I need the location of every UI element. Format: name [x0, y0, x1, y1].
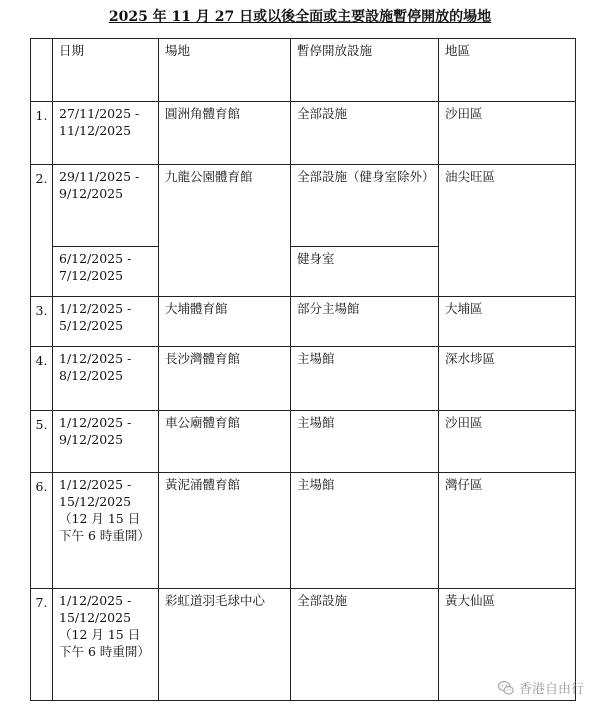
table-row	[31, 411, 576, 473]
header-num	[31, 39, 53, 102]
row-facility: 健身室	[291, 247, 439, 297]
header-row	[31, 39, 576, 102]
row-date: 29/11/2025 - 9/12/2025	[53, 165, 159, 247]
table-row	[31, 347, 576, 411]
row-number: 5.	[31, 411, 53, 473]
header-date: 日期	[53, 39, 159, 102]
row-venue: 大埔體育館	[159, 297, 291, 347]
watermark	[497, 678, 584, 697]
row-venue: 彩虹道羽毛球中心	[159, 589, 291, 701]
row-district: 油尖旺區	[439, 165, 576, 297]
header-facility: 暫停開放設施	[291, 39, 439, 102]
row-number: 6.	[31, 473, 53, 589]
row-date: 1/12/2025 - 15/12/2025 （12 月 15 日下午 6 時重開）	[53, 473, 159, 589]
header-district: 地區	[439, 39, 576, 102]
row-date: 6/12/2025 - 7/12/2025	[53, 247, 159, 297]
row-facility: 主場館	[291, 411, 439, 473]
row-number: 7.	[31, 589, 53, 701]
table-row	[31, 297, 576, 347]
closure-table	[30, 38, 576, 701]
row-district: 大埔區	[439, 297, 576, 347]
header-venue: 場地	[159, 39, 291, 102]
table-row	[31, 102, 576, 165]
row-facility: 全部設施	[291, 102, 439, 165]
table-row	[31, 165, 576, 247]
row-venue: 九龍公園體育館	[159, 165, 291, 297]
row-date: 1/12/2025 - 8/12/2025	[53, 347, 159, 411]
row-district: 深水埗區	[439, 347, 576, 411]
row-venue: 長沙灣體育館	[159, 347, 291, 411]
row-date: 1/12/2025 - 5/12/2025	[53, 297, 159, 347]
table-row	[31, 473, 576, 589]
row-date: 1/12/2025 - 15/12/2025 （12 月 15 日下午 6 時重開）	[53, 589, 159, 701]
row-facility: 主場館	[291, 347, 439, 411]
row-district: 沙田區	[439, 102, 576, 165]
row-venue: 圓洲角體育館	[159, 102, 291, 165]
table-row	[31, 589, 576, 701]
row-date: 1/12/2025 - 9/12/2025	[53, 411, 159, 473]
row-facility: 主場館	[291, 473, 439, 589]
row-number: 1.	[31, 102, 53, 165]
row-venue: 車公廟體育館	[159, 411, 291, 473]
row-venue: 黃泥涌體育館	[159, 473, 291, 589]
row-facility: 全部設施	[291, 589, 439, 701]
row-district: 灣仔區	[439, 473, 576, 589]
watermark-text: 香港自由行	[518, 682, 584, 697]
row-district: 沙田區	[439, 411, 576, 473]
row-number: 4.	[31, 347, 53, 411]
row-number: 3.	[31, 297, 53, 347]
wechat-icon	[497, 679, 515, 697]
row-date: 27/11/2025 - 11/12/2025	[53, 102, 159, 165]
row-facility: 部分主場館	[291, 297, 439, 347]
row-number: 2.	[31, 165, 53, 297]
row-facility: 全部設施（健身室除外）	[291, 165, 439, 247]
page-title: 2025 年 11 月 27 日或以後全面或主要設施暫停開放的場地	[108, 9, 492, 25]
row-district: 黃大仙區	[439, 589, 576, 701]
